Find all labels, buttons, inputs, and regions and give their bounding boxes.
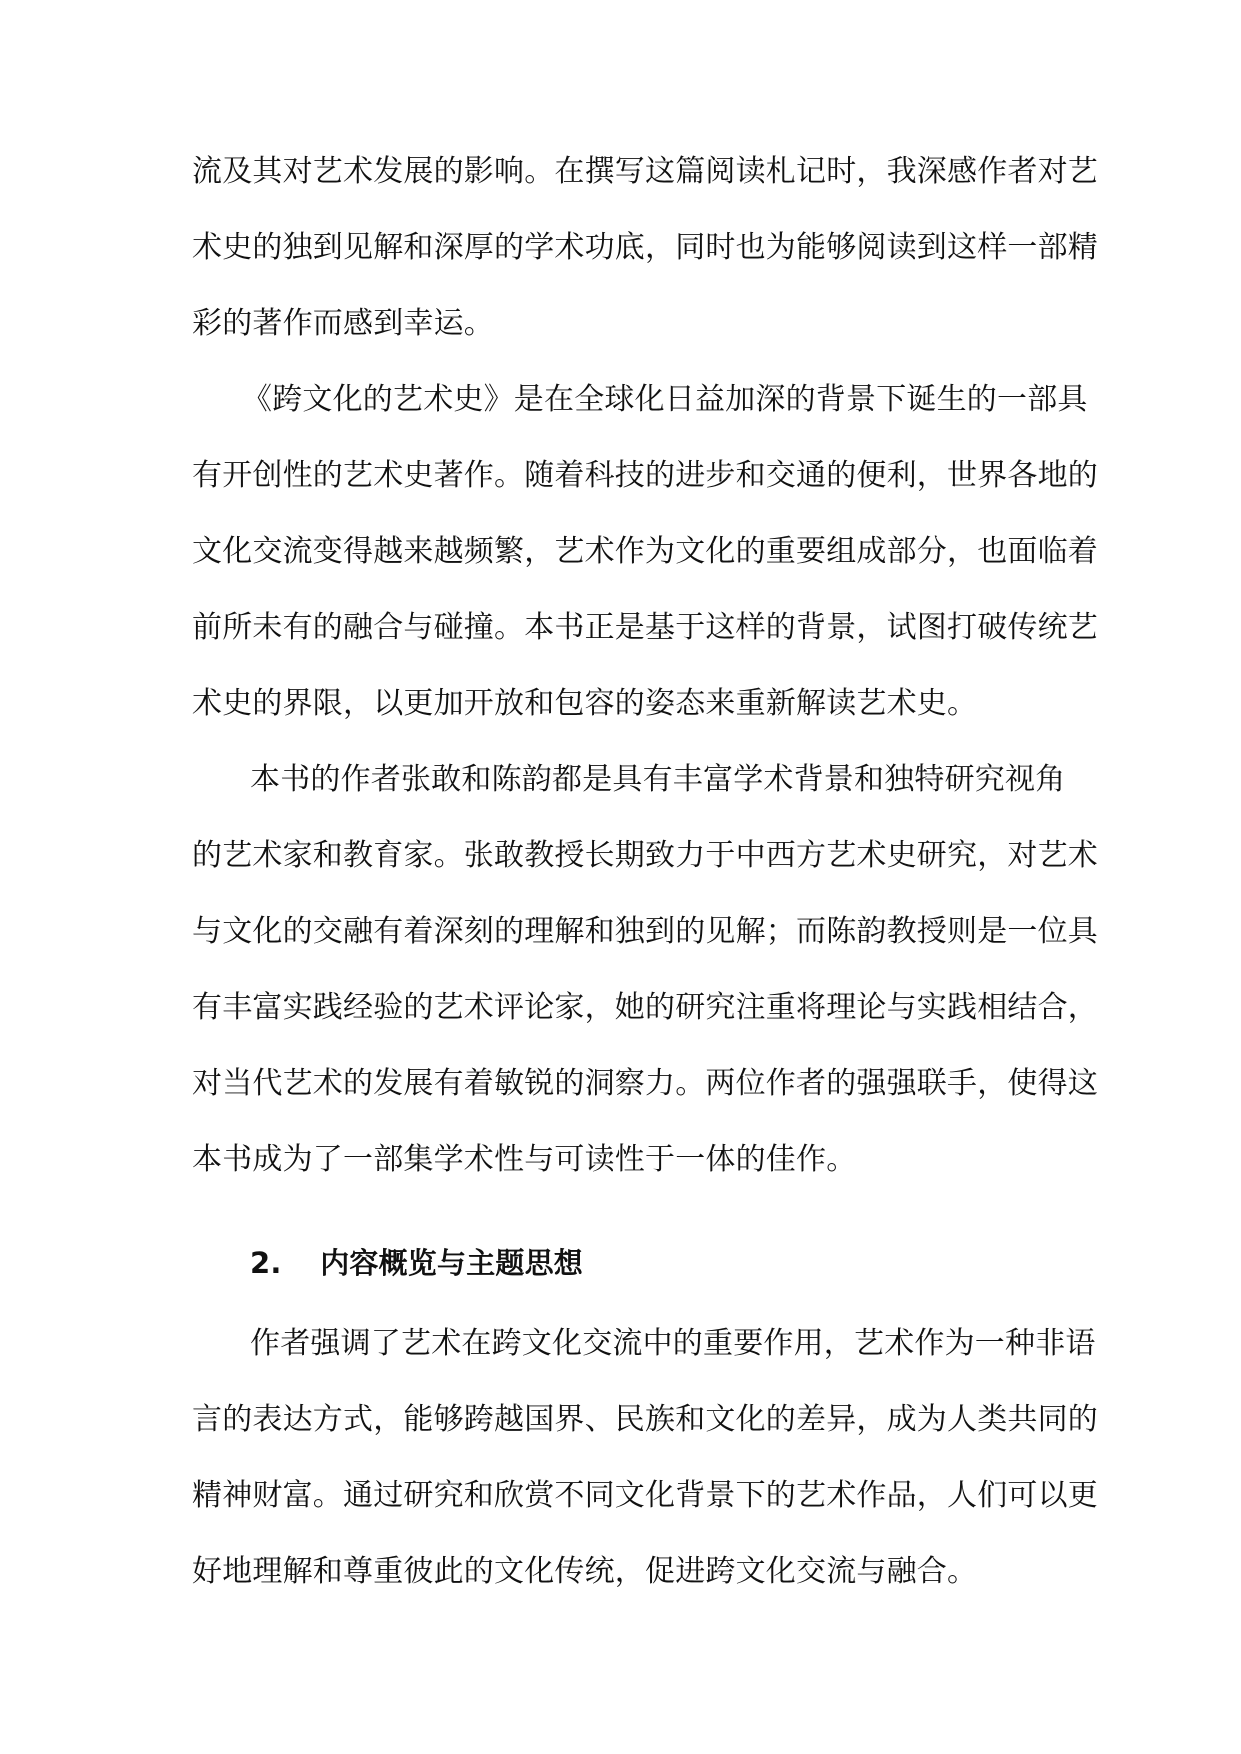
intro-line-2: 术史的独到见解和深厚的学术功底，同时也为能够阅读到这样一部精 <box>192 230 1098 265</box>
section-number: 2. <box>250 1246 282 1280</box>
background-line-2: 有开创性的艺术史著作。随着科技的进步和交通的便利，世界各地的 <box>192 458 1098 493</box>
intro-line-1: 流及其对艺术发展的影响。在撰写这篇阅读札记时，我深感作者对艺 <box>192 154 1098 189</box>
content-line-3: 精神财富。通过研究和欣赏不同文化背景下的艺术作品，人们可以更 <box>192 1478 1098 1513</box>
authors-line-2: 的艺术家和教育家。张敢教授长期致力于中西方艺术史研究，对艺术 <box>192 838 1098 873</box>
background-line-5: 术史的界限，以更加开放和包容的姿态来重新解读艺术史。 <box>192 686 978 721</box>
content-line-1: 作者强调了艺术在跨文化交流中的重要作用，艺术作为一种非语 <box>250 1326 1096 1361</box>
authors-line-1: 本书的作者张敢和陈韵都是具有丰富学术背景和独特研究视角 <box>250 762 1066 797</box>
authors-line-4: 有丰富实践经验的艺术评论家，她的研究注重将理论与实践相结合， <box>192 990 1098 1025</box>
content-line-4: 好地理解和尊重彼此的文化传统，促进跨文化交流与融合。 <box>192 1554 978 1589</box>
background-line-1: 《跨文化的艺术史》是在全球化日益加深的背景下诞生的一部具 <box>242 382 1088 417</box>
background-line-4: 前所未有的融合与碰撞。本书正是基于这样的背景，试图打破传统艺 <box>192 610 1098 645</box>
authors-line-6: 本书成为了一部集学术性与可读性于一体的佳作。 <box>192 1142 857 1177</box>
authors-line-3: 与文化的交融有着深刻的理解和独到的见解；而陈韵教授则是一位具 <box>192 914 1098 949</box>
authors-line-5: 对当代艺术的发展有着敏锐的洞察力。两位作者的强强联手，使得这 <box>192 1066 1098 1101</box>
background-line-3: 文化交流变得越来越频繁，艺术作为文化的重要组成部分，也面临着 <box>192 534 1098 569</box>
content-line-2: 言的表达方式，能够跨越国界、民族和文化的差异，成为人类共同的 <box>192 1402 1098 1437</box>
section-title: 内容概览与主题思想 <box>320 1246 584 1280</box>
intro-line-3: 彩的著作而感到幸运。 <box>192 306 494 341</box>
section-heading <box>250 1246 584 1280</box>
